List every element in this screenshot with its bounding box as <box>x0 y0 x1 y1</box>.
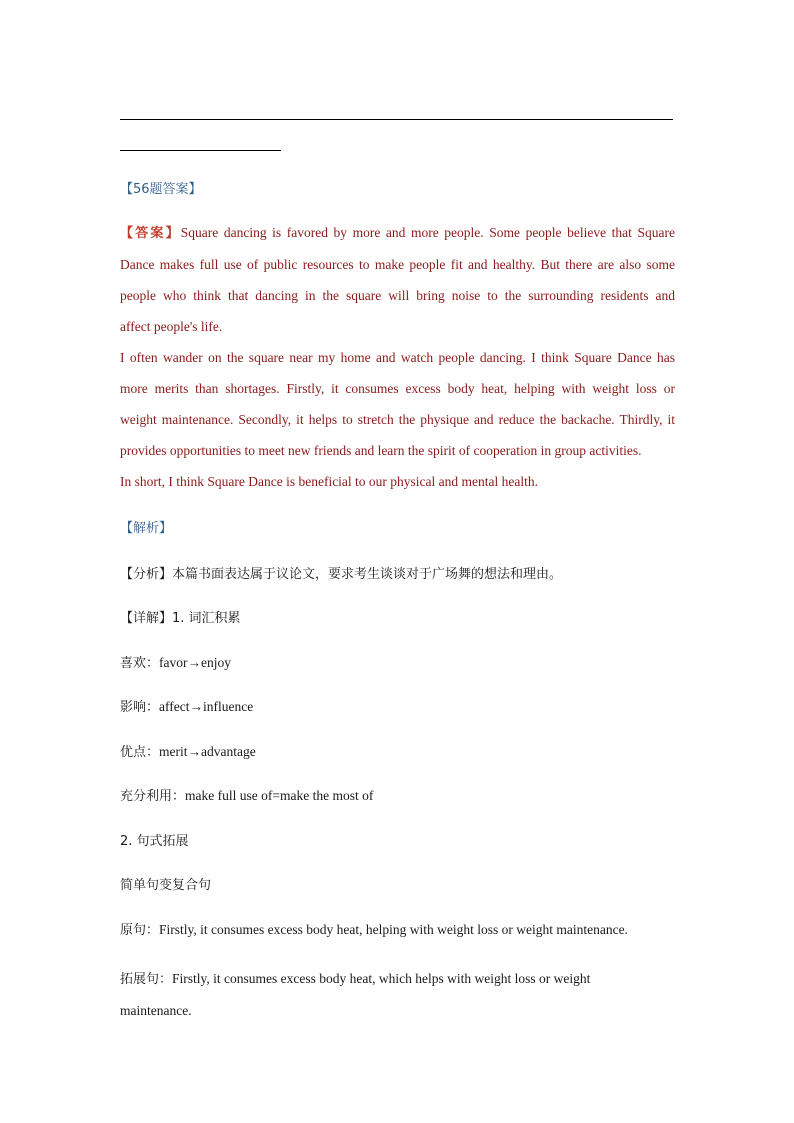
answer-line: provides opportunities to meet new friends and learn the spirit of cooperation in group activities. <box>120 443 642 458</box>
section-2-subtitle: 简单句变复合句 <box>120 878 212 893</box>
original-text: Firstly, it consumes excess body heat, helping with weight loss or weight maintenance. <box>159 922 628 937</box>
section-1-title: 1. 词汇积累 <box>172 611 241 626</box>
vocab-cn: 优点： <box>120 745 160 760</box>
vocab-cn: 充分利用： <box>120 789 186 804</box>
vocab-item <box>120 785 675 804</box>
answer-conclusion: In short, I think Square Dance is beneficial to our physical and mental health. <box>120 474 538 489</box>
answer-paragraph-1 <box>120 217 675 497</box>
vocab-cn: 喜欢： <box>120 656 160 671</box>
analysis-text <box>120 563 675 582</box>
analysis-body: 本篇书面表达属于议论文，要求考生谈谈对于广场舞的想法和理由。 <box>172 567 563 582</box>
section-2-title: 2. 句式拓展 <box>120 834 189 849</box>
detail-heading <box>120 607 675 626</box>
original-sentence <box>120 919 675 938</box>
answer-line: Square dancing is favored by more and more people. Some people believe that Square <box>180 225 675 240</box>
extended-text: Firstly, it consumes excess body heat, which helps with weight loss or weight <box>172 971 591 986</box>
answer-tag: 【答案】 <box>120 226 181 241</box>
vocab-en: affect→influence <box>159 699 254 714</box>
answer-line: Dance makes full use of public resources to make people fit and healthy. But there are also some <box>120 257 675 272</box>
answer-line: affect people's life. <box>120 319 223 334</box>
extended-sentence <box>120 963 675 1026</box>
detail-label: 【详解】 <box>120 611 173 626</box>
vocab-cn: 影响： <box>120 700 160 715</box>
blank-line-1 <box>120 119 673 120</box>
extended-text-cont: maintenance. <box>120 1003 192 1018</box>
vocab-en: make full use of=make the most of <box>185 788 374 803</box>
answer-line: more merits than shortages. Firstly, it consumes excess body heat, helping with weight loss or <box>120 381 675 396</box>
analysis-label: 【分析】 <box>120 567 173 582</box>
answer-line: weight maintenance. Secondly, it helps to stretch the physique and reduce the backache. Thirdly, it <box>120 412 675 427</box>
original-label: 原句： <box>120 923 160 938</box>
blank-line-2 <box>120 150 281 151</box>
answer-heading: 【56题答案】 <box>120 182 202 197</box>
answer-line: people who think that dancing in the square will bring noise to the surrounding residents and <box>120 288 675 303</box>
vocab-item <box>120 696 675 715</box>
vocab-item <box>120 741 675 760</box>
vocab-item <box>120 652 675 671</box>
vocab-en: merit→advantage <box>159 744 256 759</box>
answer-line: I often wander on the square near my home and watch people dancing. I think Square Dance has <box>120 350 675 365</box>
analysis-heading: 【解析】 <box>120 521 173 536</box>
extended-label: 拓展句： <box>120 972 173 987</box>
vocab-en: favor→enjoy <box>159 655 231 670</box>
